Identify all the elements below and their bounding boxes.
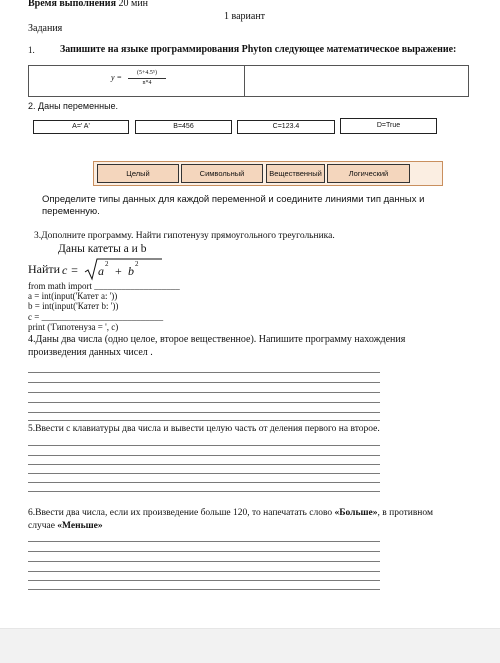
task4-text: 4.Даны два числа (одно целое, второе вещественное). Напишите программу нахождения произведения данных чисел . xyxy=(28,334,406,358)
var-box-a: A=' A' xyxy=(33,120,129,134)
answer-line xyxy=(28,464,380,465)
answer-line xyxy=(28,473,380,474)
answer-line xyxy=(28,402,380,403)
var-box-b: B=456 xyxy=(135,120,232,134)
formula-numerator: (5+4.5⁵) xyxy=(137,70,157,76)
type-box-char: Символьный xyxy=(181,164,263,183)
code-line: c = ___________________________ xyxy=(28,311,164,322)
time-value: 20 мин xyxy=(118,0,149,9)
word-more: «Больше» xyxy=(334,508,378,518)
answer-line xyxy=(28,392,380,393)
code-block xyxy=(28,281,180,332)
code-line: print ('Гипотенуза = ', c) xyxy=(28,321,119,332)
task2-title: 2. Даны переменные. xyxy=(28,101,119,111)
answer-line xyxy=(28,382,380,383)
code-line: from math import ___________________ xyxy=(28,281,180,291)
task3-given: Даны катеты a и b xyxy=(58,243,147,255)
formula-denominator: n*4 xyxy=(142,80,152,86)
answer-line xyxy=(28,491,380,492)
task1-number: 1. xyxy=(28,45,35,55)
task5-text: 5.Ввести с клавиатуры два числа и вывести целую часть от деления первого на второе. xyxy=(28,424,380,434)
variant-title: 1 вариант xyxy=(224,11,266,22)
type-box-integer: Целый xyxy=(97,164,179,183)
tasks-label: Задания xyxy=(28,23,63,34)
answer-line xyxy=(28,571,380,572)
answer-line xyxy=(28,580,380,581)
answer-line xyxy=(28,551,380,552)
var-box-c: C=123.4 xyxy=(237,120,335,134)
code-line: a = int(input('Катет a: ')) xyxy=(28,291,118,302)
formula-c: c = xyxy=(62,263,79,277)
table-divider xyxy=(244,66,245,96)
fraction-bar xyxy=(128,78,166,79)
code-line: b = int(input('Катет b: ')) xyxy=(28,301,119,312)
answer-line xyxy=(28,445,380,446)
time-label: Время выполнения xyxy=(28,0,116,9)
task1-text: Запишите на языке программирования Phyton следующее математическое выражение: xyxy=(60,44,457,55)
task2-instruction: Определите типы данных для каждой переменной и соедините линиями тип данных и переменную. xyxy=(42,194,425,217)
formula-y: y = xyxy=(111,73,122,82)
type-box-logical: Логический xyxy=(327,164,410,183)
var-box-d: D=True xyxy=(340,118,437,134)
task6-text-start: 6.Ввести два числа, если их произведение больше 120, то напечатать слово xyxy=(28,508,333,518)
formula-plus: + xyxy=(115,264,122,278)
answer-line xyxy=(28,541,380,542)
task6-text xyxy=(28,507,448,532)
page-bottom-band xyxy=(0,628,500,663)
word-less: «Меньше» xyxy=(57,520,103,531)
answer-line xyxy=(28,412,380,413)
task6-text-mid: , в противном случае xyxy=(28,508,433,531)
answer-line xyxy=(28,420,380,421)
answer-line xyxy=(28,589,380,590)
task1-answer-table xyxy=(28,65,469,97)
find-label: Найти xyxy=(28,262,61,276)
answer-line xyxy=(28,455,380,456)
formula-exp-a: 2 xyxy=(105,260,109,268)
formula-exp-b: 2 xyxy=(135,260,139,268)
task3-find-row xyxy=(28,262,60,277)
time-label-row xyxy=(28,0,148,9)
formula-rad-b: b xyxy=(128,264,134,278)
answer-line xyxy=(28,372,380,373)
answer-line xyxy=(28,482,380,483)
formula-rad-a: a xyxy=(98,264,104,278)
type-box-real: Вещественный xyxy=(266,164,325,183)
answer-line xyxy=(28,561,380,562)
radical-sign xyxy=(84,257,164,281)
task3-title: 3.Дополните программу. Найти гипотенузу прямоугольного треугольника. xyxy=(34,231,335,241)
